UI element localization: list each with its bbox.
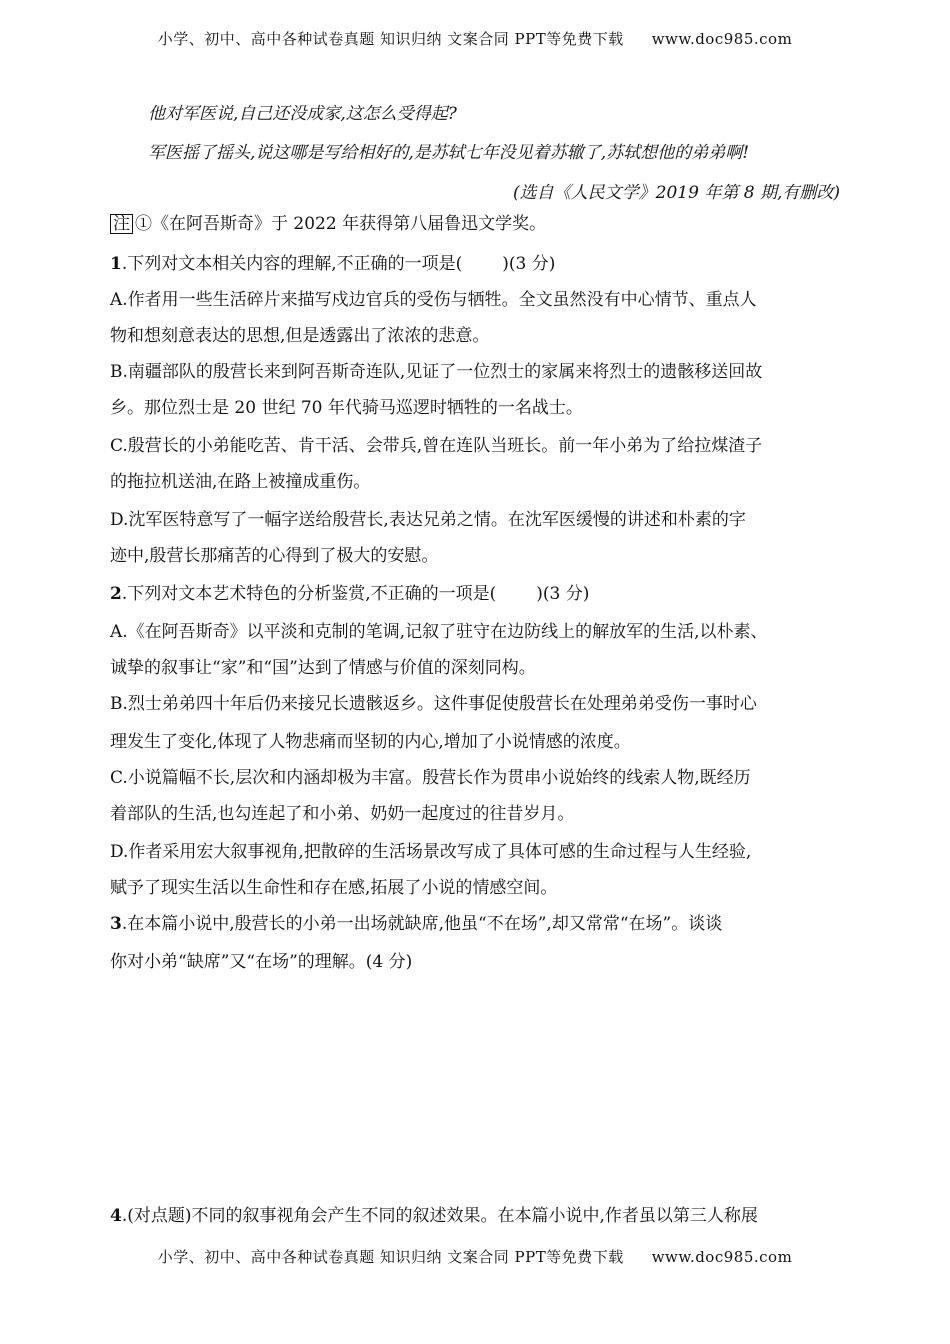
footer-text: 小学、初中、高中各种试卷真题 知识归纳 文案合同 PPT等免费下载: [157, 1248, 624, 1266]
question-3-stem-line-2: 你对小弟“缺席”又“在场”的理解。(4 分): [110, 952, 413, 972]
q2-option-a-line-1: A.《在阿吾斯奇》以平淡和克制的笔调,记叙了驻守在边防线上的解放军的生活,以朴素、: [110, 622, 768, 642]
q1-option-b-line-2: 乡。那位烈士是 20 世纪 70 年代骑马巡逻时牺牲的一名战士。: [110, 398, 583, 418]
q2-option-a-line-2: 诚挚的叙事让“家”和“国”达到了情感与价值的深刻同构。: [110, 658, 536, 678]
q1-option-c-line-2: 的拖拉机送油,在路上被撞成重伤。: [110, 472, 371, 492]
question-4-stem-line-1: 4.(对点题)不同的叙事视角会产生不同的叙述效果。在本篇小说中,作者虽以第三人称展: [110, 1206, 758, 1226]
question-2-number: 2: [110, 584, 122, 604]
header-text: 小学、初中、高中各种试卷真题 知识归纳 文案合同 PPT等免费下载: [157, 30, 624, 48]
q2-option-d-line-1: D.作者采用宏大叙事视角,把散碎的生活场景改写成了具体可感的生命过程与人生经验,: [110, 842, 752, 862]
footnote-mark: 注: [110, 214, 133, 234]
q2-option-b-line-1: B.烈士弟弟四十年后仍来接兄长遗骸返乡。这件事促使殷营长在处理弟弟受伤一事时心: [110, 694, 757, 714]
passage-line-2: 军医摇了摇头,说这哪是写给相好的,是苏轼七年没见着苏辙了,苏轼想他的弟弟啊!: [148, 143, 750, 163]
header-site-link[interactable]: www.doc985.com: [651, 30, 793, 48]
question-4-number: 4: [110, 1206, 122, 1226]
question-3-stem-line-1: 3.在本篇小说中,殷营长的小弟一出场就缺席,他虽“不在场”,却又常常“在场”。谈谈: [110, 914, 723, 934]
passage-source: (选自《人民文学》2019 年第 8 期,有删改): [513, 183, 840, 203]
question-1-stem: 1.下列对文本相关内容的理解,不正确的一项是( )(3 分): [110, 254, 556, 274]
footnote: [110, 214, 850, 234]
q1-option-d-line-2: 迹中,殷营长那痛苦的心得到了极大的安慰。: [110, 546, 439, 566]
question-2-stem: 2.下列对文本艺术特色的分析鉴赏,不正确的一项是( )(3 分): [110, 584, 590, 604]
passage-line-1: 他对军医说,自己还没成家,这怎么受得起?: [148, 104, 457, 124]
q2-option-d-line-2: 赋予了现实生活以生命性和存在感,拓展了小说的情感空间。: [110, 878, 558, 898]
q2-option-c-line-2: 着部队的生活,也勾连起了和小弟、奶奶一起度过的往昔岁月。: [110, 804, 575, 824]
footer-site-link[interactable]: www.doc985.com: [651, 1248, 793, 1266]
page-header: [0, 28, 950, 49]
q2-option-c-line-1: C.小说篇幅不长,层次和内涵却极为丰富。殷营长作为贯串小说始终的线索人物,既经历: [110, 768, 751, 788]
q1-option-d-line-1: D.沈军医特意写了一幅字送给殷营长,表达兄弟之情。在沈军医缓慢的讲述和朴素的字: [110, 510, 746, 530]
q2-option-b-line-2: 理发生了变化,体现了人物悲痛而坚韧的内心,增加了小说情感的浓度。: [110, 732, 631, 752]
q1-option-a-line-1: A.作者用一些生活碎片来描写戍边官兵的受伤与牺牲。全文虽然没有中心情节、重点人: [110, 290, 757, 310]
question-3-number: 3: [110, 914, 122, 934]
footnote-text: ①《在阿吾斯奇》于 2022 年获得第八届鲁迅文学奖。: [135, 214, 547, 234]
page-footer: [0, 1246, 950, 1267]
q1-option-a-line-2: 物和想刻意表达的思想,但是透露出了浓浓的悲意。: [110, 326, 490, 346]
q1-option-c-line-1: C.殷营长的小弟能吃苦、肯干活、会带兵,曾在连队当班长。前一年小弟为了给拉煤渣子: [110, 436, 763, 456]
question-1-number: 1: [110, 254, 122, 274]
q1-option-b-line-1: B.南疆部队的殷营长来到阿吾斯奇连队,见证了一位烈士的家属来将烈士的遗骸移送回故: [110, 362, 763, 382]
